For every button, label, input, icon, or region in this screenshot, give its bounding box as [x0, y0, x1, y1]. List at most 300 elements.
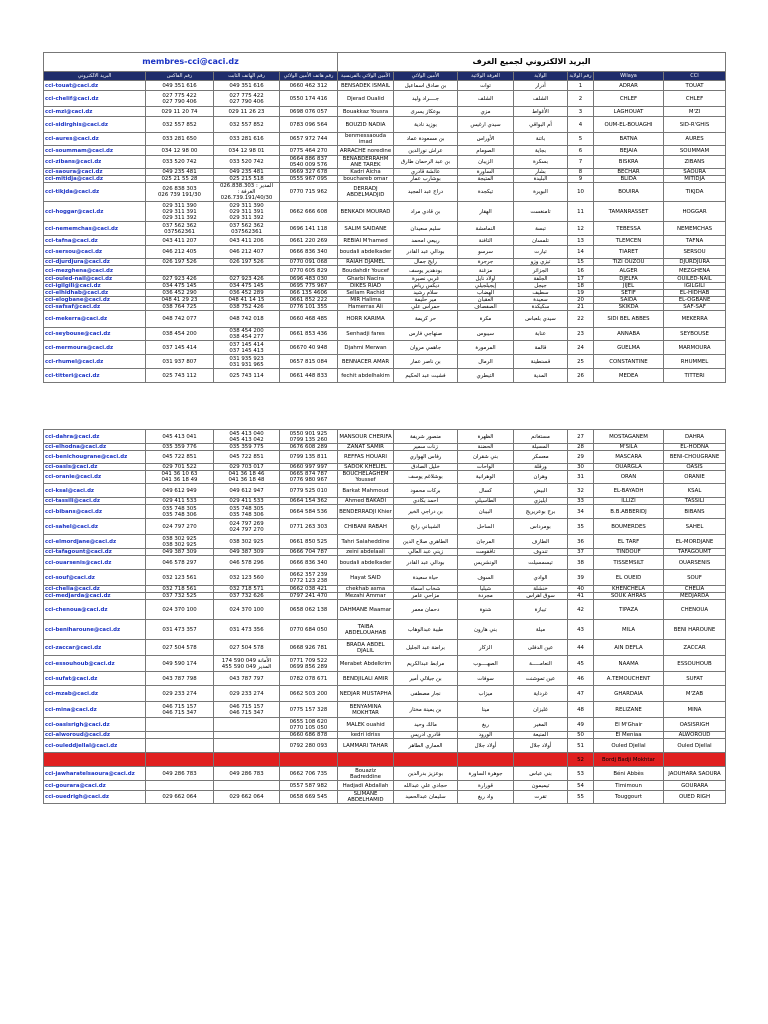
- email-cell[interactable]: cci-touat@caci.dz: [44, 81, 146, 91]
- cci-cell: AURES: [664, 133, 726, 146]
- wilaya-cell: El Meniaa: [594, 732, 664, 739]
- fax-cell: 029 233 274: [146, 686, 214, 702]
- fax-cell: 049 387 309: [146, 549, 214, 556]
- secretary-name-ar-cell: سليم سعيدان: [394, 222, 458, 236]
- secretary-phone-cell: 0662 038 421: [280, 586, 338, 593]
- secretary-name-fr-cell: bouchareb omar: [338, 176, 394, 183]
- email-cell[interactable]: cci-hoggar@caci.dz: [44, 202, 146, 222]
- chamber-ar-cell: الواحات: [458, 464, 514, 471]
- secretary-name-fr-cell: Barkat Mahmoud: [338, 484, 394, 498]
- secretary-name-fr-cell: chekhab asma: [338, 586, 394, 593]
- contact-sheet: [43, 52, 725, 804]
- email-cell[interactable]: cci-jawharatelsaoura@caci.dz: [44, 767, 146, 781]
- secretary-name-fr-cell: SADOK KHELIEL: [338, 464, 394, 471]
- secretary-name-ar-cell: بودالي عبد القادر: [394, 246, 458, 259]
- secretary-name-fr-cell: REBIAI M'hamed: [338, 236, 394, 246]
- table-row: [44, 81, 726, 91]
- wilaya-number-cell: 37: [568, 549, 594, 556]
- secretary-name-ar-cell: حمراس علي: [394, 304, 458, 311]
- wilaya-ar-cell: قالمة: [514, 341, 568, 355]
- wilaya-number-cell: 35: [568, 519, 594, 535]
- email-cell[interactable]: cci-zaccar@caci.dz: [44, 640, 146, 656]
- chamber-ar-cell: بني شقران: [458, 451, 514, 464]
- table-row: [44, 156, 726, 169]
- table-row: [44, 290, 726, 297]
- email-cell[interactable]: cci-ksal@caci.dz: [44, 484, 146, 498]
- email-cell[interactable]: cci-saoura@caci.dz: [44, 169, 146, 176]
- secretary-name-fr-cell: Ahmed BAKADI: [338, 498, 394, 505]
- secretary-phone-cell: 0779 525 010: [280, 484, 338, 498]
- wilaya-number-cell: 6: [568, 146, 594, 156]
- wilaya-ar-cell: غرداية: [514, 686, 568, 702]
- wilaya-ar-cell: الشلف: [514, 91, 568, 107]
- secretary-phone-cell: 0669 327 678: [280, 169, 338, 176]
- chamber-ar-cell: مكرة: [458, 311, 514, 328]
- cci-cell: OUARSENIS: [664, 556, 726, 570]
- email-title[interactable]: membres-cci@caci.dz: [44, 53, 338, 72]
- fax-cell: 031 473 357: [146, 620, 214, 640]
- email-cell[interactable]: cci-oranie@caci.dz: [44, 471, 146, 484]
- email-cell[interactable]: cci-sidirghis@caci.dz: [44, 117, 146, 133]
- wilaya-cell: MOSTAGANEM: [594, 430, 664, 444]
- secretary-name-fr-cell: NEDJAR MUSTAPHA: [338, 686, 394, 702]
- email-cell[interactable]: cci-ouarsenis@caci.dz: [44, 556, 146, 570]
- email-cell[interactable]: cci-benichougrane@caci.dz: [44, 451, 146, 464]
- wilaya-cell: SAIDA: [594, 297, 664, 304]
- email-cell[interactable]: cci-tassili@caci.dz: [44, 498, 146, 505]
- chamber-ar-cell: الأوراس: [458, 133, 514, 146]
- table-row: [44, 686, 726, 702]
- chamber-ar-cell: ميزاب: [458, 686, 514, 702]
- wilaya-number-cell: 28: [568, 444, 594, 451]
- chamber-ar-cell: مجردة: [458, 593, 514, 600]
- secretary-name-fr-cell: zeini abdelaali: [338, 549, 394, 556]
- phone-cell: 049 612 947: [214, 484, 280, 498]
- email-cell[interactable]: cci-chelif@caci.dz: [44, 91, 146, 107]
- table-row: [44, 297, 726, 304]
- secretary-phone-cell: 0698 076 057: [280, 107, 338, 117]
- cci-cell: SOUF: [664, 570, 726, 586]
- secretary-phone-cell: 0661 448 833: [280, 369, 338, 383]
- secretary-phone-cell: 0662 706 735: [280, 767, 338, 781]
- fax-cell: 049 235 481: [146, 169, 214, 176]
- email-cell[interactable]: cci-soummam@caci.dz: [44, 146, 146, 156]
- cci-cell: GOURARA: [664, 781, 726, 791]
- col-cci: CCI: [664, 72, 726, 81]
- fax-cell: 026 197 526: [146, 259, 214, 266]
- secretary-name-ar-cell: [394, 753, 458, 767]
- wilaya-number-cell: 54: [568, 781, 594, 791]
- email-cell[interactable]: cci-chenoua@caci.dz: [44, 600, 146, 620]
- col-phone: رقم الهاتف الثابت: [214, 72, 280, 81]
- wilaya-ar-cell: باتنة: [514, 133, 568, 146]
- phone-cell: 049 286 783: [214, 767, 280, 781]
- secretary-name-ar-cell: عائشة قادري: [394, 169, 458, 176]
- phone-cell: [214, 753, 280, 767]
- email-cell[interactable]: cci-elhodna@caci.dz: [44, 444, 146, 451]
- secretary-name-ar-cell: سليمان عبدالحميد: [394, 791, 458, 804]
- wilaya-number-cell: 10: [568, 183, 594, 202]
- wilaya-cell: EL OUEID: [594, 570, 664, 586]
- wilaya-number-cell: 5: [568, 133, 594, 146]
- fax-cell: 036 452 290: [146, 290, 214, 297]
- cci-cell: OUED RIGH: [664, 791, 726, 804]
- chamber-ar-cell: أولاد نايل: [458, 276, 514, 283]
- email-cell[interactable]: cci-mitidja@caci.dz: [44, 176, 146, 183]
- cci-cell: SUFAT: [664, 672, 726, 686]
- email-cell[interactable]: cci-dahra@caci.dz: [44, 430, 146, 444]
- email-cell[interactable]: cci-ouled-nail@caci.dz: [44, 276, 146, 283]
- email-cell[interactable]: cci-bibans@caci.dz: [44, 505, 146, 519]
- wilaya-ar-cell: تلمسان: [514, 236, 568, 246]
- email-cell[interactable]: cci-beniharoune@caci.dz: [44, 620, 146, 640]
- cci-cell: BIBANS: [664, 505, 726, 519]
- secretary-name-ar-cell: نجار مصطفى: [394, 686, 458, 702]
- table-row: [44, 283, 726, 290]
- cci-cell: CHLEF: [664, 91, 726, 107]
- chamber-ar-cell: سيدي ارغيس: [458, 117, 514, 133]
- cci-cell: EL-HODNA: [664, 444, 726, 451]
- chamber-ar-cell: الحضنة: [458, 444, 514, 451]
- chamber-ar-cell: الصومام: [458, 146, 514, 156]
- table-row: [44, 355, 726, 369]
- phone-cell: 033 520 742: [214, 156, 280, 169]
- fax-cell: 032 718 561: [146, 586, 214, 593]
- table-row: [44, 753, 726, 767]
- email-cell[interactable]: cci-gourara@caci.dz: [44, 781, 146, 791]
- wilaya-ar-cell: عين الدفلى: [514, 640, 568, 656]
- secretary-phone-cell: 0695 775 967: [280, 283, 338, 290]
- wilaya-ar-cell: تندوف: [514, 549, 568, 556]
- wilaya-number-cell: 33: [568, 498, 594, 505]
- chamber-ar-cell: تافقومت: [458, 549, 514, 556]
- fax-cell: 037 732 525: [146, 593, 214, 600]
- secretary-name-fr-cell: BENDERRADJI Khier: [338, 505, 394, 519]
- table-row: [44, 222, 726, 236]
- fax-cell: 029 662 064: [146, 791, 214, 804]
- phone-cell: [214, 732, 280, 739]
- secretary-phone-cell: 0658 062 138: [280, 600, 338, 620]
- email-cell[interactable]: cci-mermoura@caci.dz: [44, 341, 146, 355]
- secretary-name-ar-cell: بوشلاغم يوسف: [394, 471, 458, 484]
- table-row: [44, 464, 726, 471]
- email-cell[interactable]: cci-oasisrigh@caci.dz: [44, 718, 146, 732]
- email-cell[interactable]: cci-aures@caci.dz: [44, 133, 146, 146]
- fax-cell: 026 838 303 026 739 191/30: [146, 183, 214, 202]
- wilaya-number-cell: 16: [568, 266, 594, 276]
- secretary-phone-cell: 0792 280 093: [280, 739, 338, 753]
- secretary-phone-cell: 0770 091 068: [280, 259, 338, 266]
- chamber-ar-cell: التافنة: [458, 236, 514, 246]
- table-row: [44, 266, 726, 276]
- secretary-phone-cell: 0770 715 962: [280, 183, 338, 202]
- arabic-title: البريد الالكتروني لجميع الغرف: [338, 53, 726, 72]
- email-cell[interactable]: cci-tafna@caci.dz: [44, 236, 146, 246]
- wilaya-number-cell: 11: [568, 202, 594, 222]
- table-row: [44, 718, 726, 732]
- wilaya-number-cell: 13: [568, 236, 594, 246]
- email-cell[interactable]: cci-elogbane@caci.dz: [44, 297, 146, 304]
- phone-cell: 035 748 305 035 748 306: [214, 505, 280, 519]
- secretary-phone-cell: 0662 503 200: [280, 686, 338, 702]
- email-cell[interactable]: cci-titteri@caci.dz: [44, 369, 146, 383]
- wilaya-number-cell: 53: [568, 767, 594, 781]
- chamber-ar-cell: شنوة: [458, 600, 514, 620]
- wilaya-number-cell: 40: [568, 586, 594, 593]
- fax-cell: 041 36 10 63 041 36 18 49: [146, 471, 214, 484]
- table-row: [44, 133, 726, 146]
- email-cell[interactable]: cci-elhidhab@caci.dz: [44, 290, 146, 297]
- secretary-name-fr-cell: Senhadji fares: [338, 328, 394, 341]
- chamber-ar-cell: جوهرة الساورة: [458, 767, 514, 781]
- cci-cell: ALWOROUD: [664, 732, 726, 739]
- wilaya-number-cell: 24: [568, 341, 594, 355]
- secretary-phone-cell: 0770 684 050: [280, 620, 338, 640]
- wilaya-number-cell: 52: [568, 753, 594, 767]
- wilaya-number-cell: 38: [568, 556, 594, 570]
- wilaya-number-cell: 51: [568, 739, 594, 753]
- email-cell[interactable]: cci-igilgili@caci.dz: [44, 283, 146, 290]
- wilaya-number-cell: 22: [568, 311, 594, 328]
- cci-cell: KSAL: [664, 484, 726, 498]
- email-cell[interactable]: cci-essouhoub@caci.dz: [44, 656, 146, 672]
- secretary-name-fr-cell: BENSADEK ISMAIL: [338, 81, 394, 91]
- email-cell[interactable]: cci-sufat@caci.dz: [44, 672, 146, 686]
- phone-cell: 026 197 526: [214, 259, 280, 266]
- secretary-phone-cell: 0660 462 312: [280, 81, 338, 91]
- table-row: [44, 341, 726, 355]
- chamber-ar-cell: سرسو: [458, 246, 514, 259]
- chamber-ar-cell: مزغنة: [458, 266, 514, 276]
- phone-cell: 046 212 407: [214, 246, 280, 259]
- col-fax: رقم الفاكس: [146, 72, 214, 81]
- wilaya-number-cell: 18: [568, 283, 594, 290]
- email-cell[interactable]: cci-mekerra@caci.dz: [44, 311, 146, 328]
- email-cell[interactable]: cci-mzi@caci.dz: [44, 107, 146, 117]
- fax-cell: 037 145 414: [146, 341, 214, 355]
- email-cell[interactable]: cci-chelia@caci.dz: [44, 586, 146, 593]
- cci-cell: OASIS: [664, 464, 726, 471]
- table-row: [44, 236, 726, 246]
- table-row: [44, 593, 726, 600]
- wilaya-cell: ILLIZI: [594, 498, 664, 505]
- email-cell[interactable]: cci-mina@caci.dz: [44, 702, 146, 718]
- fax-cell: 035 748 305 035 748 306: [146, 505, 214, 519]
- wilaya-ar-cell: تبسة: [514, 222, 568, 236]
- wilaya-cell: TIZI OUZOU: [594, 259, 664, 266]
- table-row: [44, 471, 726, 484]
- cci-cell: SAHEL: [664, 519, 726, 535]
- secretary-name-ar-cell: دحمان معمر: [394, 600, 458, 620]
- wilaya-cell: Béni Abbès: [594, 767, 664, 781]
- chamber-ar-cell: إيجيلجيلي: [458, 283, 514, 290]
- email-cell[interactable]: cci-oasis@caci.dz: [44, 464, 146, 471]
- wilaya-number-cell: 3: [568, 107, 594, 117]
- email-cell[interactable]: cci-ouleddjellal@caci.dz: [44, 739, 146, 753]
- email-cell[interactable]: cci-sersou@caci.dz: [44, 246, 146, 259]
- fax-cell: 046 578 297: [146, 556, 214, 570]
- wilaya-cell: M'SILA: [594, 444, 664, 451]
- table-row: [44, 311, 726, 328]
- secretary-name-fr-cell: Hamerras Ali: [338, 304, 394, 311]
- email-cell[interactable]: cci-tafagount@caci.dz: [44, 549, 146, 556]
- secretary-name-fr-cell: MALEK ouahid: [338, 718, 394, 732]
- chamber-ar-cell: الطاسيلي: [458, 498, 514, 505]
- wilaya-ar-cell: قسنطينة: [514, 355, 568, 369]
- wilaya-cell: TAMANRASSET: [594, 202, 664, 222]
- wilaya-cell: BOUMERDES: [594, 519, 664, 535]
- wilaya-number-cell: 29: [568, 451, 594, 464]
- secretary-name-ar-cell: طيبة عبدالوهاب: [394, 620, 458, 640]
- email-cell[interactable]: cci-zibans@caci.dz: [44, 156, 146, 169]
- phone-cell: 049 235 481: [214, 169, 280, 176]
- email-cell[interactable]: cci-sahel@caci.dz: [44, 519, 146, 535]
- secretary-name-ar-cell: جــــراد وليد: [394, 91, 458, 107]
- wilaya-number-cell: 47: [568, 686, 594, 702]
- fax-cell: 029 311 390 029 311 391 029 311 392: [146, 202, 214, 222]
- cci-cell: CHENOUA: [664, 600, 726, 620]
- wilaya-cell: GUELMA: [594, 341, 664, 355]
- phone-cell: 032 718 571: [214, 586, 280, 593]
- phone-cell: 049 351 616: [214, 81, 280, 91]
- wilaya-ar-cell: خنشلة: [514, 586, 568, 593]
- secretary-name-fr-cell: LAMMARI TAHAR: [338, 739, 394, 753]
- cci-cell: MITIDJA: [664, 176, 726, 183]
- cci-cell: SOUMMAM: [664, 146, 726, 156]
- secretary-name-fr-cell: RAIAH DJAMEL: [338, 259, 394, 266]
- phone-cell: 029 11 26 23: [214, 107, 280, 117]
- wilaya-number-cell: 46: [568, 672, 594, 686]
- email-cell[interactable]: cci-djurdjura@caci.dz: [44, 259, 146, 266]
- secretary-name-ar-cell: ديكس رياض: [394, 283, 458, 290]
- secretary-name-fr-cell: BOUZID NADIA: [338, 117, 394, 133]
- email-cell[interactable]: cci-nememchas@caci.dz: [44, 222, 146, 236]
- wilaya-ar-cell: وهران: [514, 471, 568, 484]
- secretary-name-fr-cell: ARRACHE noredine: [338, 146, 394, 156]
- secretary-name-ar-cell: براضة عبد الجليل: [394, 640, 458, 656]
- cci-cell: BENI-CHOUGRANE: [664, 451, 726, 464]
- wilaya-number-cell: 15: [568, 259, 594, 266]
- email-cell[interactable]: cci-elmordjane@caci.dz: [44, 535, 146, 549]
- phone-cell: 048 742 018: [214, 311, 280, 328]
- secretary-name-ar-cell: بودهدير يوسف: [394, 266, 458, 276]
- secretary-phone-cell: 0664 154 362: [280, 498, 338, 505]
- secretary-name-fr-cell: kedri idriss: [338, 732, 394, 739]
- secretary-name-ar-cell: بوعزيز بدرالدين: [394, 767, 458, 781]
- fax-cell: 029 11 20 74: [146, 107, 214, 117]
- wilaya-ar-cell: أولاد جلال: [514, 739, 568, 753]
- secretary-name-ar-cell: قادري ادريس: [394, 732, 458, 739]
- fax-cell: 032 123 561: [146, 570, 214, 586]
- email-cell[interactable]: cci-mzab@caci.dz: [44, 686, 146, 702]
- phone-cell: 035 359 775: [214, 444, 280, 451]
- email-cell[interactable]: cci-seybouse@caci.dz: [44, 328, 146, 341]
- fax-cell: 035 359 776: [146, 444, 214, 451]
- chamber-ar-cell: المرمورة: [458, 341, 514, 355]
- cci-cell: DAHRA: [664, 430, 726, 444]
- col-secretary-fr: الأمين الولائي بالفرنسية: [338, 72, 394, 81]
- secretary-name-fr-cell: Gharbi Nacira: [338, 276, 394, 283]
- email-cell[interactable]: cci-medjarda@caci.dz: [44, 593, 146, 600]
- fax-cell: 045 413 041: [146, 430, 214, 444]
- email-cell[interactable]: cci-tikjda@caci.dz: [44, 183, 146, 202]
- cci-cell: TITTERI: [664, 369, 726, 383]
- phone-cell: [214, 718, 280, 732]
- secretary-name-fr-cell: ZANAT SAMIR: [338, 444, 394, 451]
- chamber-ar-cell: المرجان: [458, 535, 514, 549]
- wilaya-ar-cell: تيارت: [514, 246, 568, 259]
- secretary-phone-cell: 0661 220 269: [280, 236, 338, 246]
- table-row: [44, 739, 726, 753]
- wilaya-cell: Timimoun: [594, 781, 664, 791]
- email-cell[interactable]: cci-mezghena@caci.dz: [44, 266, 146, 276]
- email-cell[interactable]: cci-rhumel@caci.dz: [44, 355, 146, 369]
- secretary-phone-cell: 0664 886 837 0540 009 576: [280, 156, 338, 169]
- wilaya-cell: BATNA: [594, 133, 664, 146]
- cci-cell: ZIBANS: [664, 156, 726, 169]
- wilaya-ar-cell: الطارف: [514, 535, 568, 549]
- wilaya-number-cell: 19: [568, 290, 594, 297]
- secretary-phone-cell: 0666 704 787: [280, 549, 338, 556]
- fax-cell: [146, 739, 214, 753]
- secretary-name-ar-cell: بوعكاز يسرى: [394, 107, 458, 117]
- fax-cell: 038 302 925 038 302 925: [146, 535, 214, 549]
- phone-cell: 027 775 422 027 790 406: [214, 91, 280, 107]
- phone-cell: 037 145 414 037 145 413: [214, 341, 280, 355]
- table-row: [44, 640, 726, 656]
- wilaya-cell: BISKRA: [594, 156, 664, 169]
- column-header-row: [44, 72, 726, 81]
- cci-cell: BENI HAROUNE: [664, 620, 726, 640]
- table-row: [44, 586, 726, 593]
- email-cell[interactable]: cci-alworoud@caci.dz: [44, 732, 146, 739]
- phone-cell: [214, 781, 280, 791]
- secretary-name-ar-cell: بركات محمود: [394, 484, 458, 498]
- chamber-ar-cell: النمامشة: [458, 222, 514, 236]
- secretary-phone-cell: 0783 096 564: [280, 117, 338, 133]
- wilaya-cell: TEBESSA: [594, 222, 664, 236]
- secretary-name-ar-cell: مزاحي عامر: [394, 593, 458, 600]
- chamber-ar-cell: ريغ: [458, 718, 514, 732]
- wilaya-cell: Touggourt: [594, 791, 664, 804]
- secretary-name-fr-cell: MANSOUR CHERIFA: [338, 430, 394, 444]
- fax-cell: 048 41 29 23: [146, 297, 214, 304]
- wilaya-ar-cell: أم البواقي: [514, 117, 568, 133]
- secretary-name-ar-cell: الطاهري صلاح الدين: [394, 535, 458, 549]
- table-row: [44, 600, 726, 620]
- secretary-phone-cell: 0557 587 982: [280, 781, 338, 791]
- wilaya-ar-cell: سوق أهراس: [514, 593, 568, 600]
- email-cell[interactable]: cci-ouedrigh@caci.dz: [44, 791, 146, 804]
- phone-cell: المدير : 026.838.303 الغرفة : 026.739.191/40/30: [214, 183, 280, 202]
- phone-cell: 048 41 14 15: [214, 297, 280, 304]
- email-cell[interactable]: cci-safsaf@caci.dz: [44, 304, 146, 311]
- fax-cell: 045 722 851: [146, 451, 214, 464]
- secretary-name-ar-cell: زنات سمير: [394, 444, 458, 451]
- cci-cell: EL-MORDJANE: [664, 535, 726, 549]
- secretary-phone-cell: 0696 141 118: [280, 222, 338, 236]
- wilaya-number-cell: 49: [568, 718, 594, 732]
- secretary-name-fr-cell: Tahri Salaheddine: [338, 535, 394, 549]
- secretary-phone-cell: 0660 468 485: [280, 311, 338, 328]
- table-row: [44, 304, 726, 311]
- chamber-ar-cell: الونشريس: [458, 556, 514, 570]
- secretary-name-fr-cell: Merabet Abdelkrim: [338, 656, 394, 672]
- table-row: [44, 656, 726, 672]
- email-cell[interactable]: cci-souf@caci.dz: [44, 570, 146, 586]
- cci-cell: OUILED-NAIL: [664, 276, 726, 283]
- secretary-phone-cell: 06670 40 948: [280, 341, 338, 355]
